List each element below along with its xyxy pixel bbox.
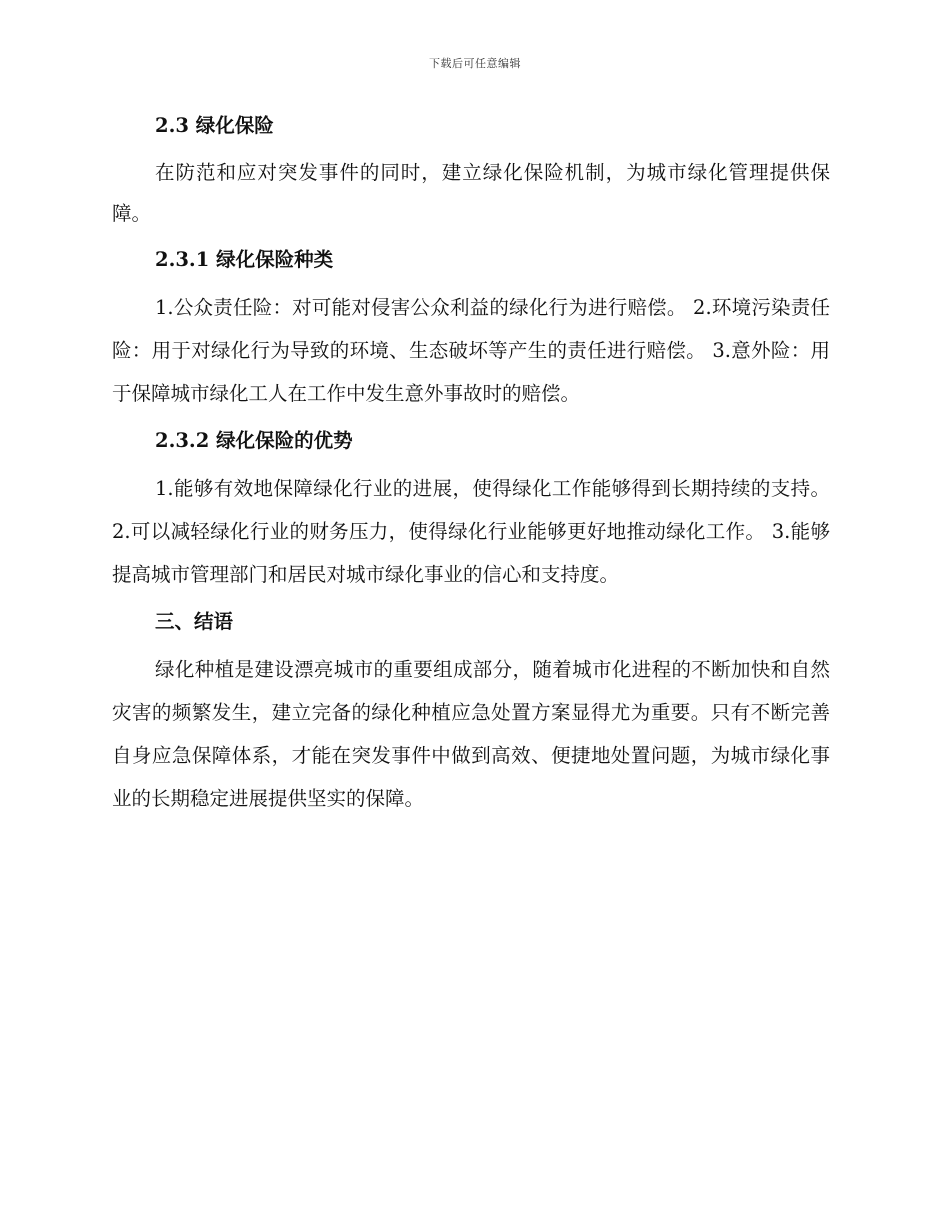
section-heading-2-3-1: 2.3.1 绿化保险种类 [155, 248, 334, 271]
section-heading-2-3: 2.3 绿化保险 [155, 114, 274, 137]
section-heading-2-3-2: 2.3.2 绿化保险的优势 [155, 429, 353, 452]
section-paragraph-2-3-1: 1.公众责任险：对可能对侵害公众利益的绿化行为进行赔偿。 2.环境污染责任险：用于对绿化行为导致的环境、生态破坏等产生的责任进行赔偿。 3.意外险：用于保障城市绿化工人在工作中发生意外事故时的赔偿。 [112, 296, 830, 405]
section-paragraph-2-3-2: 1.能够有效地保障绿化行业的进展，使得绿化工作能够得到长期持续的支持。 2.可以减轻绿化行业的财务压力，使得绿化行业能够更好地推动绿化工作。 3.能够提高城市管理部门和居民对城市绿化事业的信心和支持度。 [112, 477, 830, 586]
section-paragraph-2-3: 在防范和应对突发事件的同时，建立绿化保险机制，为城市绿化管理提供保障。 [112, 161, 830, 225]
section-heading-conclusion: 三、结语 [155, 610, 234, 633]
page-header: 下载后可任意编辑 [429, 57, 521, 70]
document-body [112, 108, 830, 828]
section-paragraph-conclusion: 绿化种植是建设漂亮城市的重要组成部分，随着城市化进程的不断加快和自然灾害的频繁发生，建立完备的绿化种植应急处置方案显得尤为重要。只有不断完善自身应急保障体系，才能在突发事件中做到高效、便捷地处置问题，为城市绿化事业的长期稳定进展提供坚实的保障。 [112, 658, 830, 810]
